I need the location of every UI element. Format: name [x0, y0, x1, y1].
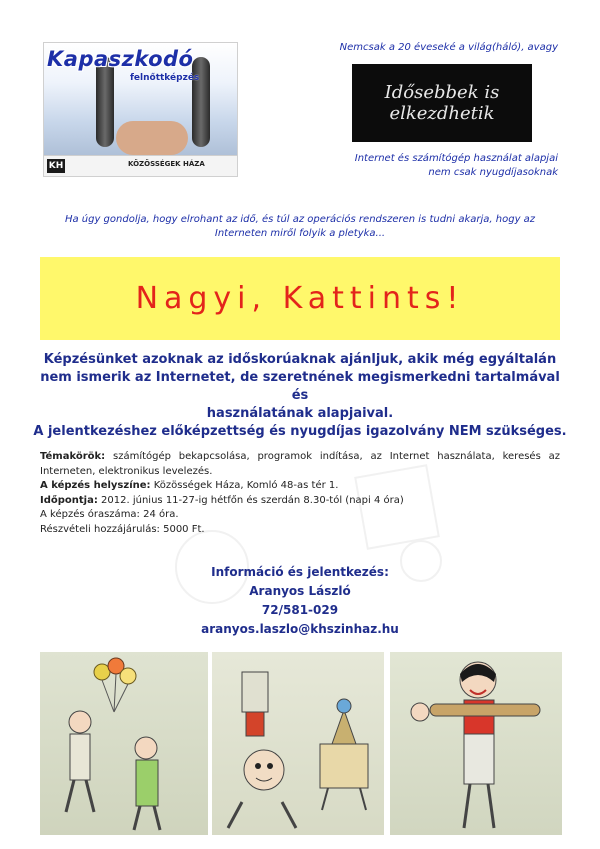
headline: Nagyi, Kattints! — [135, 281, 465, 316]
offer-line1: Képzésünket azoknak az időskorúaknak ajánljuk, akik még egyáltalán — [43, 352, 557, 367]
tagline-bottom-line1: Internet és számítógép használat alapjai — [354, 153, 558, 164]
cartoon-panel-left — [40, 652, 208, 835]
location-label: A képzés helyszíne: — [40, 480, 151, 491]
contact-email[interactable]: aranyos.laszlo@khszinhaz.hu — [201, 622, 399, 636]
cartoon-panel-right — [390, 652, 562, 835]
location-value: Közösségek Háza, Komló 48-as tér 1. — [153, 480, 339, 491]
offer-line4: A jelentkezéshez előképzettség és nyugdíjas igazolvány NEM szükséges. — [33, 424, 567, 439]
contact-phone: 72/581-029 — [261, 603, 339, 617]
title-banner — [352, 64, 532, 142]
time-row — [40, 494, 560, 509]
topics-label: Témakörök: — [40, 451, 106, 462]
logo-brand-text: Kapaszkodó — [47, 47, 194, 71]
topics-row — [40, 450, 560, 479]
fee-row: Részvételi hozzájárulás: 5000 Ft. — [40, 523, 205, 535]
intro-text — [40, 213, 560, 241]
contact-title: Információ és jelentkezés: — [211, 565, 389, 579]
title-banner-text: Idősebbek is elkezdhetik — [384, 82, 500, 124]
tagline-top: Nemcsak a 20 éveseké a világ(háló), avagy — [339, 42, 558, 53]
offer-line3: használatának alapjaival. — [206, 406, 394, 421]
intro-line2: Interneten miről folyik a pletyka... — [214, 228, 386, 239]
time-value: 2012. június 11-27-ig hétfőn és szerdán 8.30-tól (napi 4 óra) — [101, 494, 404, 506]
contact-name: Aranyos László — [249, 584, 351, 598]
strap-right-shape — [192, 57, 210, 147]
logo-org-name: KÖZÖSSÉGEK HÁZA — [128, 160, 205, 168]
intro-line1: Ha úgy gondolja, hogy elrohant az idő, és túl az operációs rendszeren is tudni akarja, hogy az — [64, 214, 536, 225]
topics-value: számítógép bekapcsolása, programok indítása, az Internet használata, keresés az Interneten, elektronikus levelezés. — [40, 451, 560, 477]
offer-paragraph — [30, 351, 570, 441]
cartoon-panel-middle — [212, 652, 384, 835]
tagline-bottom-line2: nem csak nyugdíjasoknak — [428, 167, 558, 178]
balloon-figures-illustration — [40, 652, 208, 835]
logo-subtitle: felnőttképzés — [130, 73, 200, 83]
acrobat-and-tv-illustration — [212, 652, 384, 835]
headline-box — [40, 257, 560, 340]
contact-block — [150, 563, 450, 639]
hours-row: A képzés óraszáma: 24 óra. — [40, 509, 179, 520]
location-row — [40, 479, 560, 494]
tagline-bottom — [300, 152, 558, 180]
carrying-figure-illustration — [390, 652, 562, 835]
kapaszkodo-logo — [43, 42, 238, 177]
time-label: Időpontja: — [40, 494, 98, 506]
hand-shape — [116, 121, 188, 155]
offer-line2: nem ismerik az Internetet, de szeretnének megismerkedni tartalmával és — [40, 370, 560, 403]
kh-badge-icon: KH — [48, 161, 64, 171]
course-details — [40, 450, 560, 537]
